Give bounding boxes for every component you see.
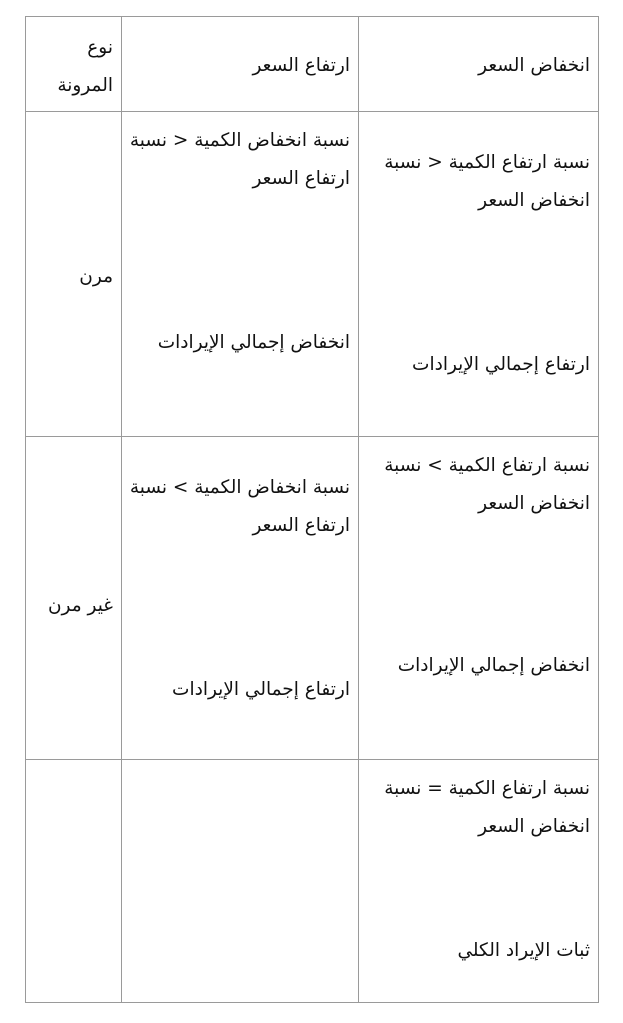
row2-decrease-ratio: نسبة ارتفاع الكمية > نسبة انخفاض السعر [384,455,590,514]
header-cell-price-decrease [359,17,599,112]
row2-increase-effect: ارتفاع إجمالي الإيرادات [172,679,350,700]
row2-increase-ratio: نسبة انخفاض الكمية > نسبة ارتفاع السعر [129,477,350,536]
cell-row1-increase [122,112,359,437]
header-cell-price-increase [122,17,359,112]
cell-row3-increase [122,760,359,1003]
row2-decrease-effect: انخفاض إجمالي الإيرادات [397,655,590,676]
cell-row2-elasticity [26,437,122,760]
row1-increase-effect: انخفاض إجمالي الإيرادات [157,332,350,353]
cell-row3-decrease [359,760,599,1003]
table-header-row [26,17,599,112]
row1-decrease-effect: ارتفاع إجمالي الإيرادات [412,354,590,375]
table-row [26,112,599,437]
row1-elasticity: مرن [79,266,113,287]
cell-row3-elasticity [26,760,122,1003]
row1-increase-ratio: نسبة انخفاض الكمية < نسبة ارتفاع السعر [129,130,350,189]
row3-decrease-effect: ثبات الإيراد الكلي [457,940,590,961]
header-cell-elasticity-type [26,17,122,112]
header-elasticity-type: نوع المرونة [57,37,113,96]
row3-decrease-ratio: نسبة ارتفاع الكمية = نسبة انخفاض السعر [384,778,590,837]
elasticity-revenue-table [25,16,599,1003]
row1-decrease-ratio: نسبة ارتفاع الكمية < نسبة انخفاض السعر [384,152,590,211]
table-row [26,760,599,1003]
header-price-decrease: انخفاض السعر [478,55,590,76]
cell-row2-decrease [359,437,599,760]
row2-elasticity: غير مرن [47,595,113,616]
header-price-increase: ارتفاع السعر [252,55,350,76]
cell-row1-elasticity [26,112,122,437]
cell-row2-increase [122,437,359,760]
table-row [26,437,599,760]
cell-row1-decrease [359,112,599,437]
